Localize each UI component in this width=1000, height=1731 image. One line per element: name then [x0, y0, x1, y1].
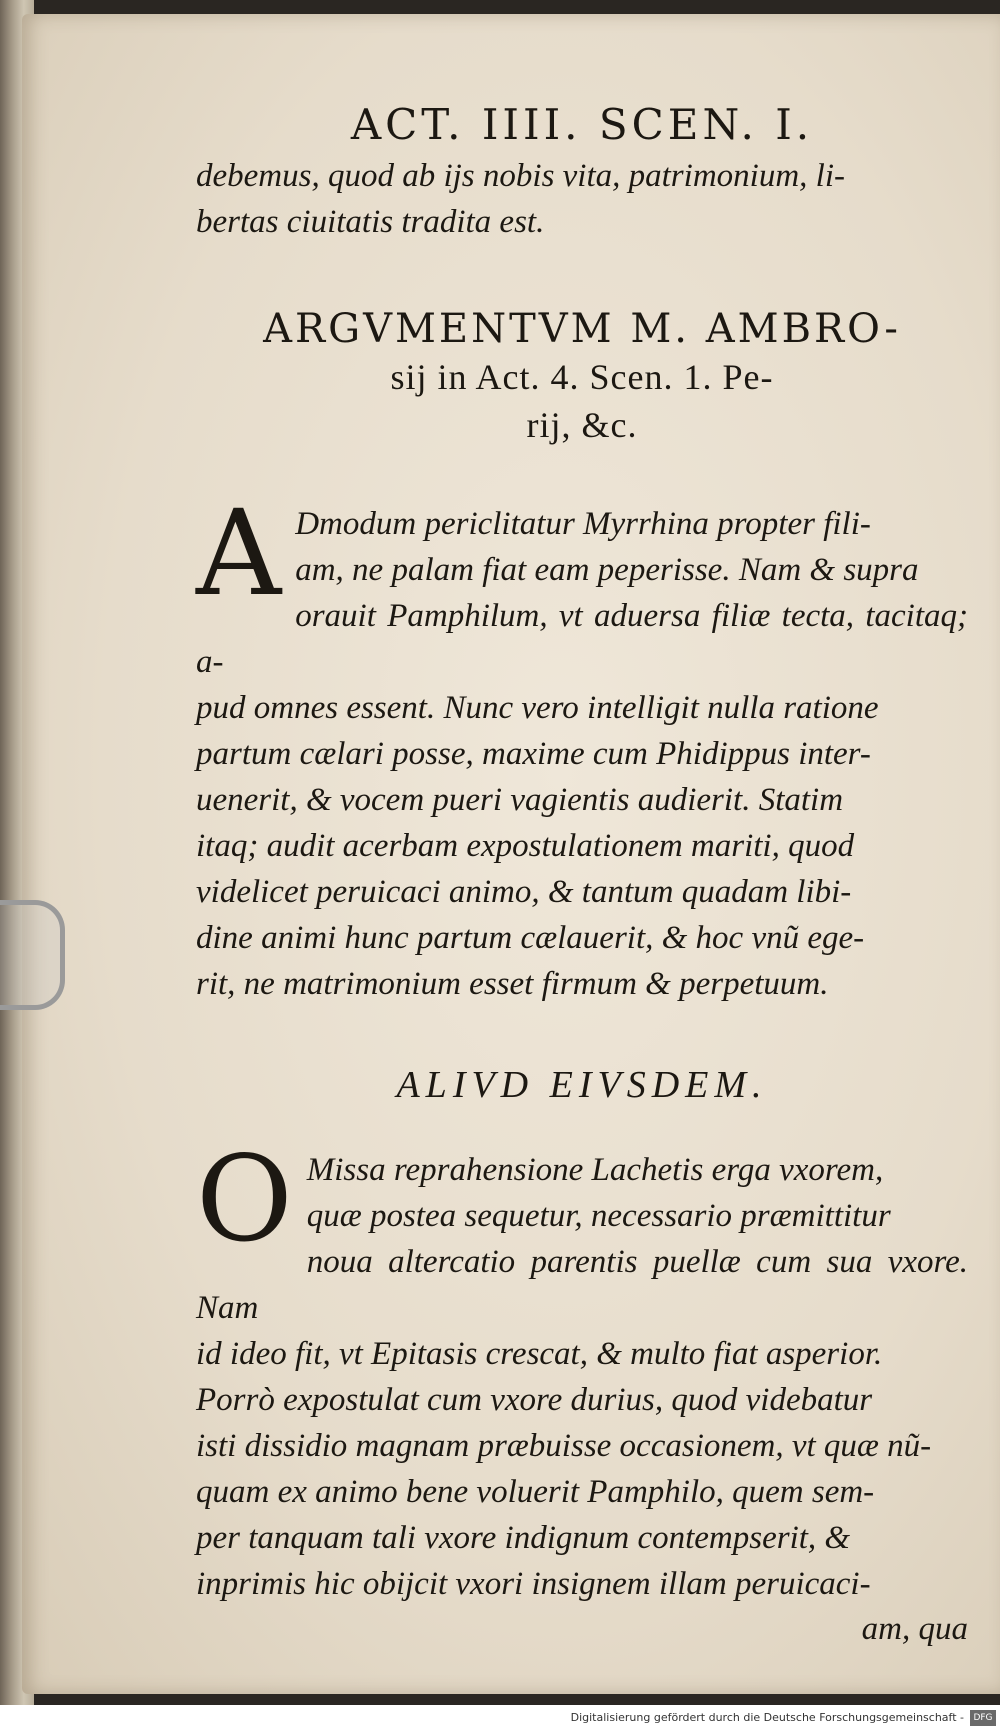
text-line: inprimis hic obijcit vxori insignem illam peruicaci- [196, 1566, 871, 1602]
aliud-heading: ALIVD EIVSDEM. [396, 1064, 768, 1106]
page-clip [0, 900, 65, 1010]
text-line: Dmodum periclitatur Myrrhina propter fili- [295, 506, 871, 542]
argumentum-heading [196, 305, 968, 449]
aliud-paragraph [196, 1130, 968, 1607]
digitization-footer [0, 1705, 1000, 1731]
heading-line: ARGVMENTVM M. AMBRO- [263, 306, 901, 352]
text-line: isti dissidio magnam præbuisse occasionem, vt quæ nũ- [196, 1428, 932, 1464]
text-line: quam ex animo bene voluerit Pamphilo, quem sem- [196, 1474, 875, 1510]
intro-text [196, 153, 968, 245]
heading-line: sij in Act. 4. Scen. 1. Pe- [390, 357, 774, 397]
text-line: Missa reprahensione Lachetis erga vxorem, [306, 1152, 884, 1188]
dfg-logo: DFG [970, 1710, 996, 1726]
page-content [196, 100, 968, 1648]
text-line: rit, ne matrimonium esset firmum & perpetuum. [196, 966, 829, 1002]
intro-line: bertas ciuitatis tradita est. [196, 204, 545, 240]
text-line: orauit Pamphilum, vt aduersa filiæ tecta, tacitaq; a- [196, 598, 968, 680]
footer-text: Digitalisierung gefördert durch die Deutsche Forschungsgemeinschaft - [570, 1711, 964, 1724]
text-line: partum cælari posse, maxime cum Phidippus inter- [196, 736, 871, 772]
text-line: per tanquam tali vxore indignum contempserit, & [196, 1520, 851, 1556]
text-line: dine animi hunc partum cælauerit, & hoc vnũ ege- [196, 920, 865, 956]
argumentum-paragraph [196, 484, 968, 1007]
catchword: am, qua [861, 1611, 968, 1647]
running-head: ACT. IIII. SCEN. I. [350, 100, 814, 149]
text-line: am, ne palam fiat eam peperisse. Nam & supra [295, 552, 919, 588]
text-line: uenerit, & vocem pueri vagientis audierit. Statim [196, 782, 844, 818]
text-line: pud omnes essent. Nunc vero intelligit nulla ratione [196, 690, 879, 726]
text-line: quæ postea sequetur, necessario præmittitur [306, 1198, 891, 1234]
drop-cap: A [196, 484, 282, 622]
text-line: noua altercatio parentis puellæ cum sua vxore. Nam [196, 1244, 968, 1326]
text-line: itaq; audit acerbam expostulationem mariti, quod [196, 828, 855, 864]
text-line: Porrò expostulat cum vxore durius, quod videbatur [196, 1382, 873, 1418]
text-line: id ideo fit, vt Epitasis crescat, & multo fiat asperior. [196, 1336, 883, 1372]
text-line: videlicet peruicaci animo, & tantum quadam libi- [196, 874, 852, 910]
heading-line: rij, &c. [526, 405, 638, 445]
drop-cap: O [196, 1130, 293, 1268]
intro-line: debemus, quod ab ijs nobis vita, patrimonium, li- [196, 158, 845, 194]
